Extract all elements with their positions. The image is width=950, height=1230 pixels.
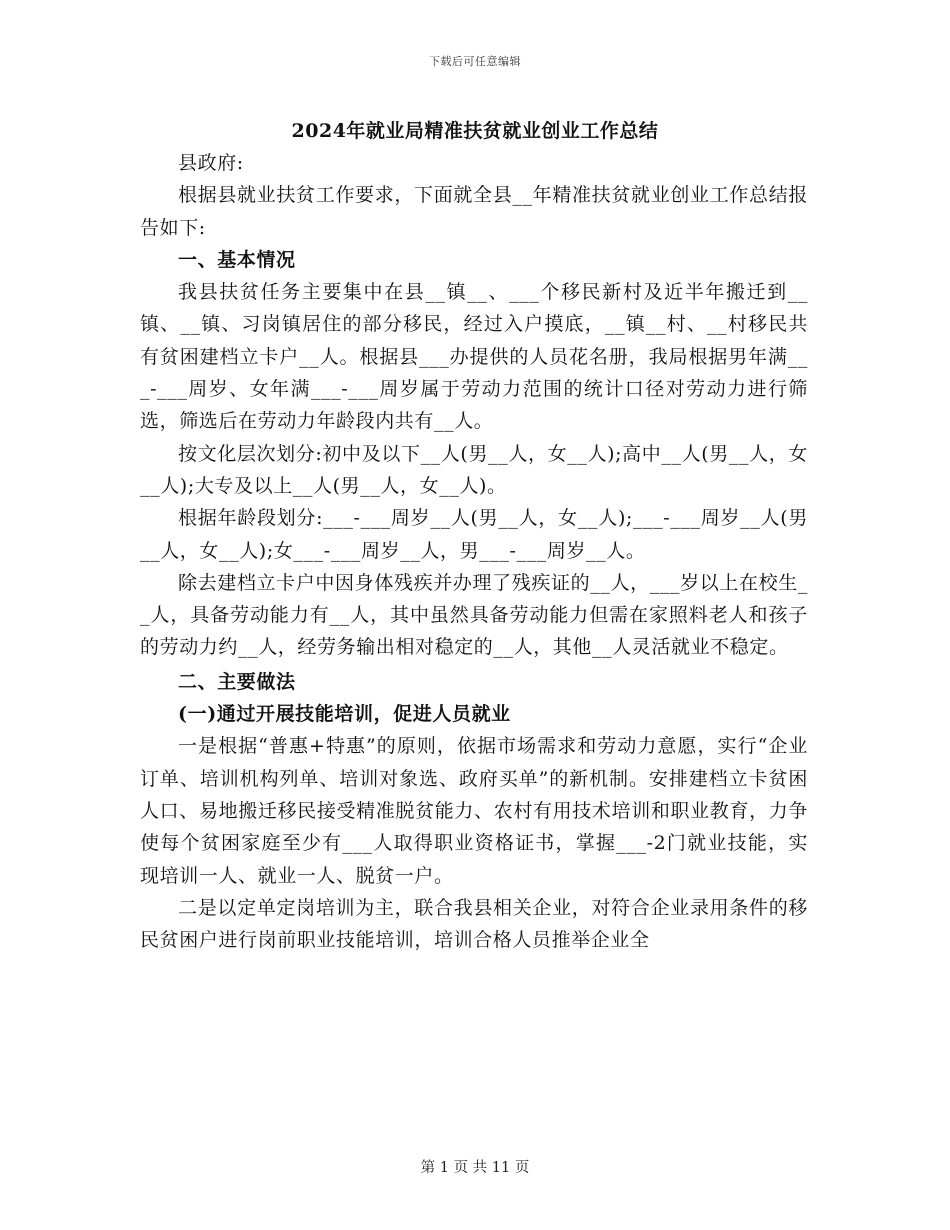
document-body: [140, 147, 808, 956]
paragraph-education-levels: 按文化层次划分:初中及以下__人(男__人，女__人);高中__人(男__人，女__人);大专及以上__人(男__人，女__人)。: [140, 442, 808, 497]
paragraph-task-distribution: 我县扶贫任务主要集中在县__镇__、___个移民新村及近半年搬迁到__镇、__镇、习岗镇居住的部分移民，经过入户摸底，__镇__村、__村移民共有贫困建档立卡户__人。根据县___办提供的人员花名册，我局根据男年满___-___周岁、女年满___-___周岁属于劳动力范围的统计口径对劳动力进行筛选，筛选后在劳动力年龄段内共有__人。: [140, 281, 808, 433]
paragraph-age-groups: 根据年龄段划分:___-___周岁__人(男__人，女__人);___-___周岁__人(男__人，女__人);女___-___周岁__人，男___-___周岁__人。: [140, 507, 808, 562]
salutation: 县政府:: [178, 152, 244, 174]
intro-paragraph: 根据县就业扶贫工作要求，下面就全县__年精准扶贫就业创业工作总结报告如下:: [140, 184, 808, 239]
section-heading-main-methods: 二、主要做法: [178, 670, 296, 693]
paragraph-labor-capacity: 除去建档立卡户中因身体残疾并办理了残疾证的__人，___岁以上在校生__人，具备劳动能力有__人，其中虽然具备劳动能力但需在家照料老人和孩子的劳动力约__人，经劳务输出相对稳定的__人，其他__人灵活就业不稳定。: [140, 571, 808, 659]
header-note: 下载后可任意编辑: [429, 55, 521, 68]
paragraph-first-measure: 一是根据“普惠+特惠”的原则，依据市场需求和劳动力意愿，实行“企业订单、培训机构列单、培训对象选、政府买单”的新机制。安排建档立卡贫困人口、易地搬迁移民接受精准脱贫能力、农村有用技术培训和职业教育，力争使每个贫困家庭至少有___人取得职业资格证书，掌握___-2门就业技能，实现培训一人、就业一人、脱贫一户。: [140, 735, 808, 887]
section-heading-basic-situation: 一、基本情况: [178, 248, 296, 271]
document-title: 2024年就业局精准扶贫就业创业工作总结: [291, 120, 659, 142]
paragraph-second-measure: 二是以定单定岗培训为主，联合我县相关企业，对符合企业录用条件的移民贫困户进行岗前职业技能培训，培训合格人员推举企业全: [140, 896, 808, 952]
subsection-heading-skills-training: (一)通过开展技能培训，促进人员就业: [178, 703, 511, 726]
page-number: 第 1 页 共 11 页: [420, 1160, 530, 1176]
